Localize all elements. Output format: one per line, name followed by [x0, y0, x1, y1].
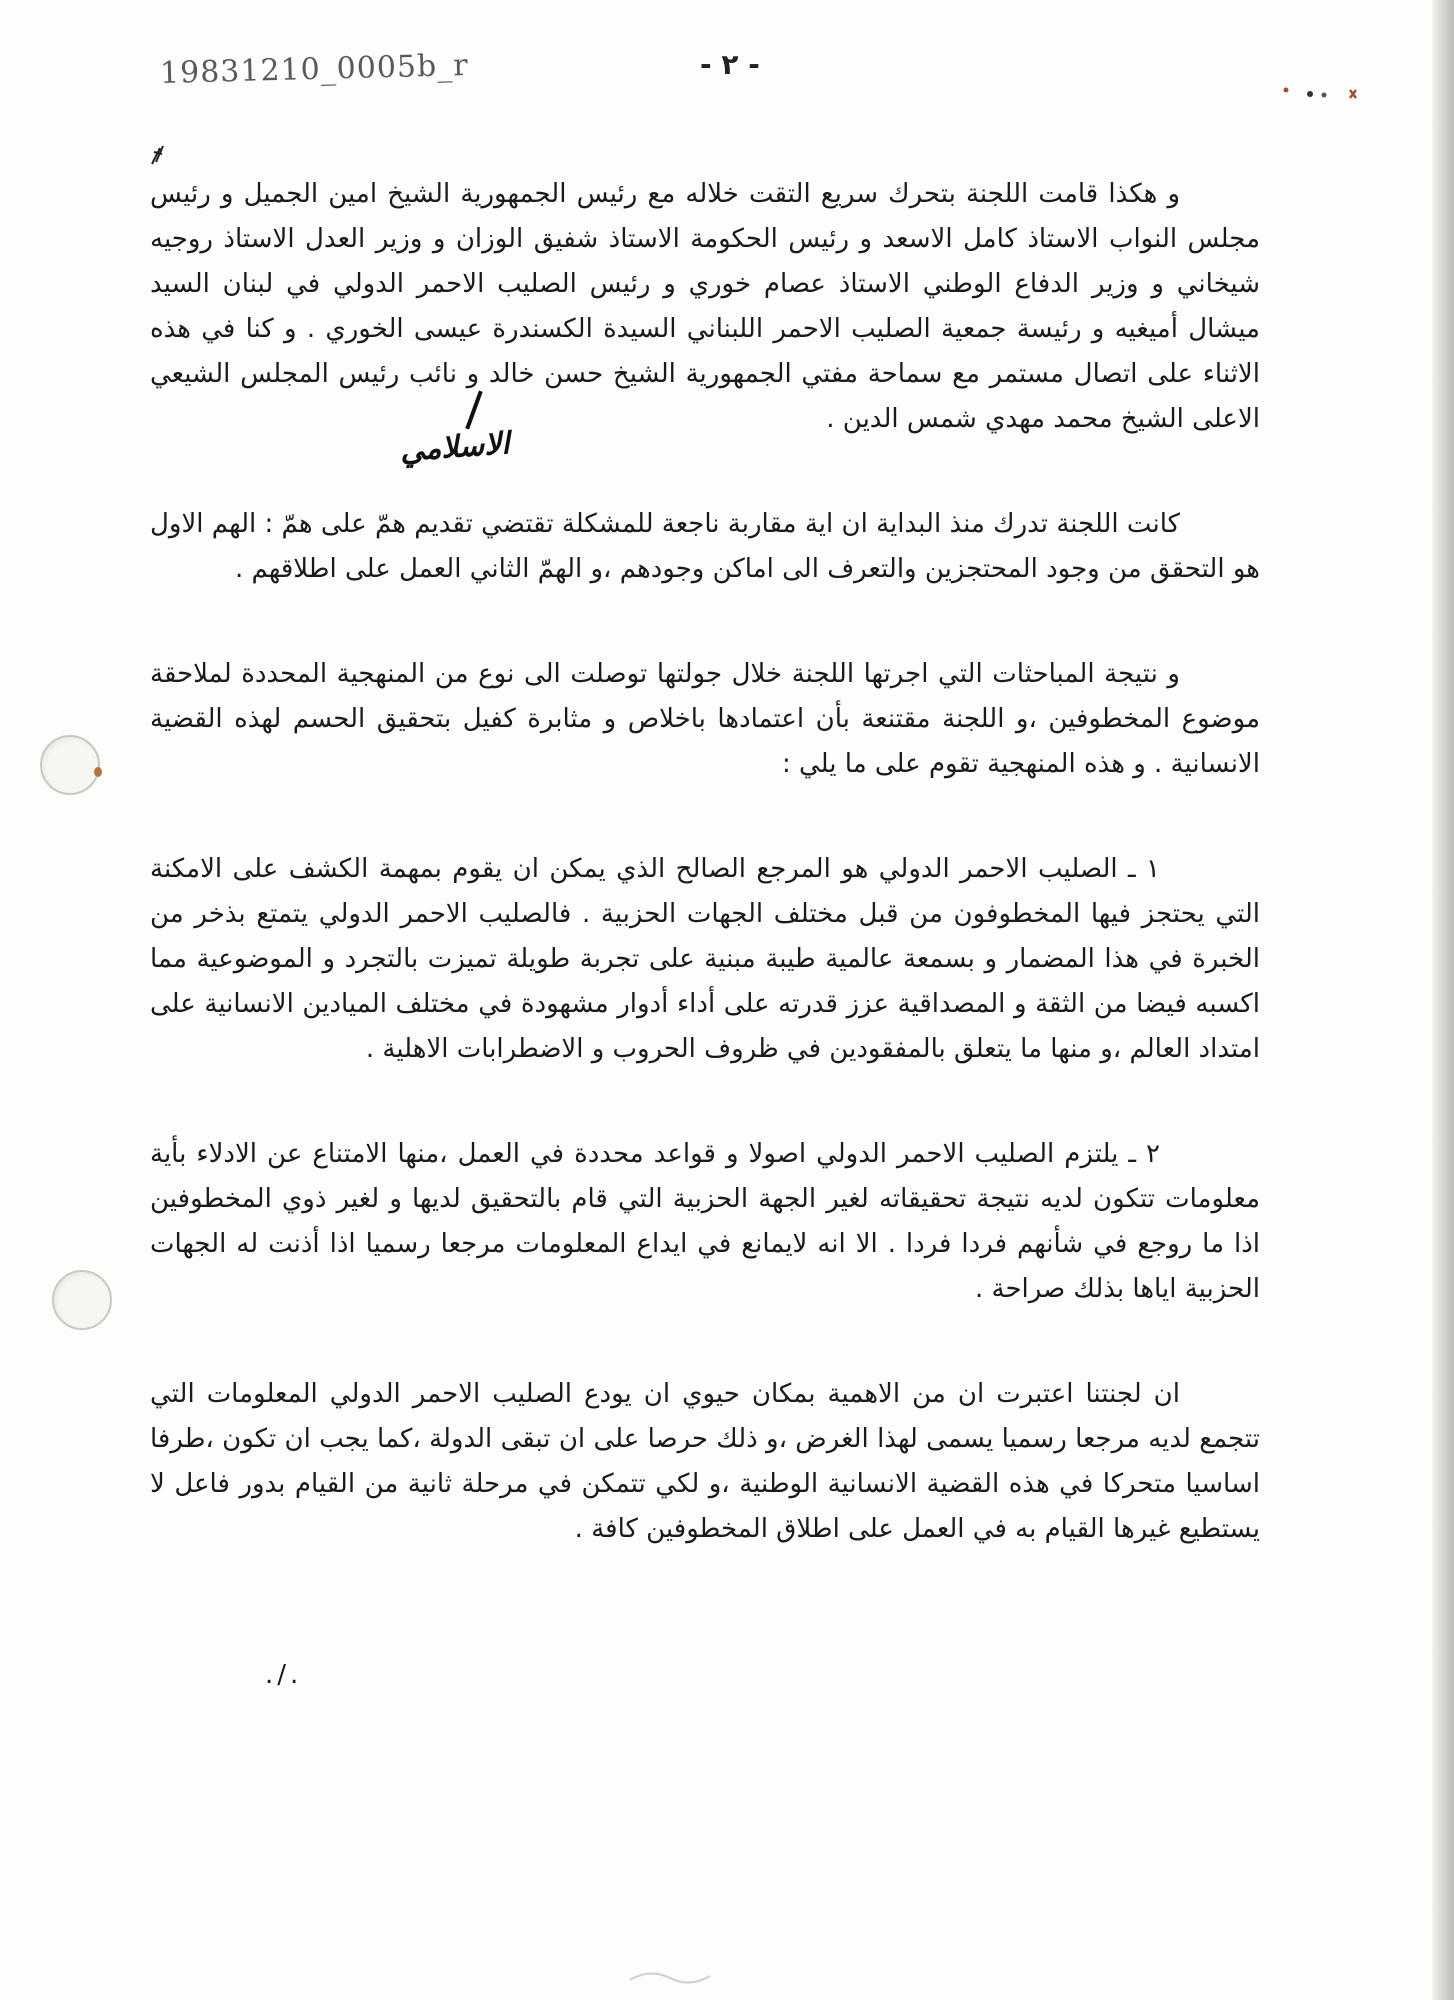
- corner-ink-marks: [1280, 84, 1370, 104]
- continuation-mark: ./.: [265, 1660, 303, 1690]
- handwritten-insertion: الاسلامي: [398, 426, 511, 469]
- paragraph-conclusion: ان لجنتنا اعتبرت ان من الاهمية بمكان حيوي ان يودع الصليب الاحمر الدولي المعلومات التي تتجمع لديه مرجعا رسميا يسمى لهذا الغرض ،و ذلك حرصا على ان تبقى الدولة ،كما يجب ان تكون ،طرفا اساسيا متحركا في هذه القضية الانسانية الوطنية ،و لكي تتمكن في مرحلة ثانية من القيام بدور فاعل لا يستطيع غيرها القيام به في العمل على اطلاق المخطوفين كافة .: [150, 1379, 1260, 1544]
- paragraph-point-2: ٢ ـ يلتزم الصليب الاحمر الدولي اصولا و قواعد محددة في العمل ،منها الامتناع عن الادلاء بأية معلومات تتكون لديه نتيجة تحقيقاته لغير الجهة الحزبية التي قام بالتحقيق لديها و لغير ذوي المخطوفين اذا ما روجع في شأنهم فردا فردا . الا انه لايمانع في ايداع المعلومات مرجعا رسميا اذا أذنت له الجهات الحزبية اياها بذلك صراحة .: [150, 1139, 1260, 1304]
- paragraph-committee-priorities: كانت اللجنة تدرك منذ البداية ان اية مقاربة ناجعة للمشكلة تقتضي تقديم همّ على همّ : الهم الاول هو التحقق من وجود المحتجزين والتعرف الى اماكن وجودهم ،و الهمّ الثاني العمل على اطلاقهم .: [150, 509, 1260, 584]
- paragraph-committee-meetings: و هكذا قامت اللجنة بتحرك سريع التقت خلاله مع رئيس الجمهورية الشيخ امين الجميل و رئيس مجلس النواب الاستاذ كامل الاسعد و رئيس الحكومة الاستاذ شفيق الوزان و وزير العدل الاستاذ روجيه شيخاني و وزير الدفاع الوطني الاستاذ عصام خوري و رئيس الصليب الاحمر الدولي في لبنان السيد ميشال أميغيه و رئيسة جمعية الصليب الاحمر اللبناني السيدة الكسندرة عيسى الخوري . و كنا في هذه الاثناء على اتصال مستمر مع سماحة مفتي الجمهورية الشيخ حسن خالد و نائب رئيس المجلس الشيعي الاعلى الشيخ محمد مهدي شمس الدين .: [150, 179, 1260, 434]
- punch-hole-bottom: [52, 1270, 112, 1330]
- paragraph-point-1: ١ ـ الصليب الاحمر الدولي هو المرجع الصالح الذي يمكن ان يقوم بمهمة الكشف على الامكنة التي يحتجز فيها المخطوفون من قبل مختلف الجهات الحزبية . فالصليب الاحمر الدولي يتمتع بذخر من الخبرة في هذا المضمار و بسمعة عالمية طيبة مبنية على تجربة طويلة تميزت بالتجرد و الموضوعية مما اكسبه فيضا من الثقة و المصداقية عزز قدرته على أداء أدوار مشهودة في مختلف الميادين الانسانية على امتداد العالم ،و منها ما يتعلق بالمفقودين في ظروف الحروب و الاضطرابات الاهلية .: [150, 854, 1260, 1064]
- letter-body: [150, 172, 1260, 1612]
- punch-hole-top: [40, 735, 100, 795]
- scan-edge-shadow: [1432, 0, 1454, 2000]
- document-id-stamp: 19831210_0005b_r: [159, 47, 469, 92]
- pen-stroke-mark: [148, 142, 168, 168]
- page-number: - ٢ -: [700, 48, 760, 81]
- bottom-edge-smudge: [620, 1960, 740, 1990]
- paragraph-methodology-intro: و نتيجة المباحثات التي اجرتها اللجنة خلال جولتها توصلت الى نوع من المنهجية المحددة لملاحقة موضوع المخطوفين ،و اللجنة مقتنعة بأن اعتمادها باخلاص و مثابرة كفيل بتحقيق الحسم لهذه القضية الانسانية . و هذه المنهجية تقوم على ما يلي :: [150, 659, 1260, 779]
